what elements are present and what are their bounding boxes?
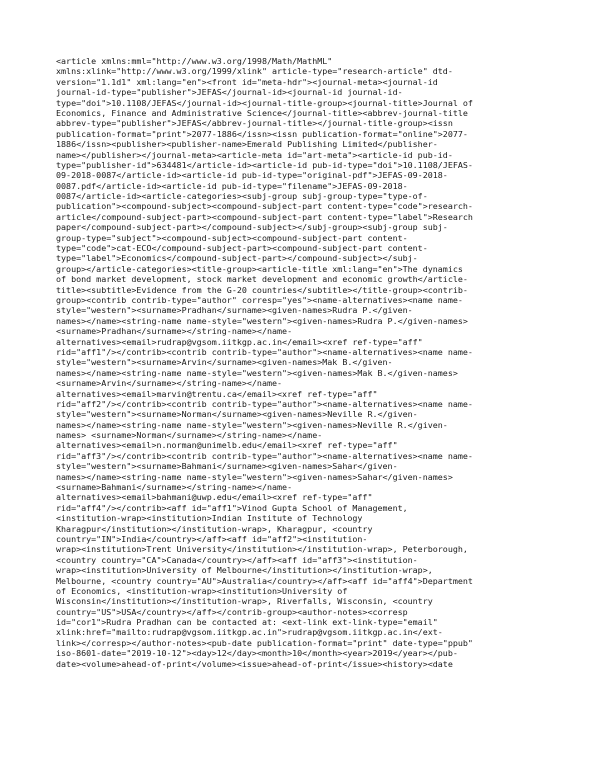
xml-line: journal-id-type="publisher">JEFAS</journal-id><journal-id journal-id- — [56, 87, 403, 98]
xml-line: names> <surname>Norman</surname></string-name></name- — [56, 430, 323, 441]
xml-line: style="western"><surname>Bahmani</surname><given-names>Sahar</given- — [56, 461, 398, 472]
xml-line: <article xmlns:mml="http://www.w3.org/1998/Math/MathML" — [56, 56, 333, 66]
xml-line: alternatives><email>marvin@trentu.ca</email><xref ref-type="aff" — [56, 388, 378, 399]
xml-line: of Economics, <institution-wrap><institution>University of — [56, 585, 348, 596]
xml-line: alternatives><email>n.norman@unimelb.edu</email><xref ref-type="aff" — [56, 440, 398, 451]
xml-line: wrap><institution>University of Melbourne</institution></institution-wrap>, — [56, 565, 433, 576]
xml-line: publication-format="print">2077-1886</issn><issn publication-format="online">2077- — [56, 128, 468, 139]
xml-line: <surname>Arvin</surname></string-name></name- — [56, 378, 283, 389]
xml-line: date><volume>ahead-of-print</volume><issue>ahead-of-print</issue><history><date — [56, 658, 453, 669]
xml-line: 0087.pdf</article-id><article-id pub-id-type="filename">JEFAS-09-2018- — [56, 180, 408, 191]
xml-line: Kharagpur</institution></institution-wrap>, Kharagpur, <country — [56, 523, 373, 534]
xml-line: rid="aff1"/></contrib><contrib contrib-type="author"><name-alternatives><name name- — [56, 346, 473, 357]
xml-line: id="cor1">Rudra Pradhan can be contacted at: <ext-link ext-link-type="email" — [56, 617, 438, 628]
xml-source-text — [56, 56, 556, 669]
xml-line: article</compound-subject-part><compound-subject-part content-type="label">Research — [56, 211, 473, 222]
xml-line: iso-8601-date="2019-10-12"><day>12</day><month>10</month><year>2019</year></pub- — [56, 648, 458, 659]
xml-line: Melbourne, <country country="AU">Australia</country></aff><aff id="aff4">Department — [56, 575, 473, 586]
xml-line: country="IN">India</country></aff><aff id="aff2"><institution- — [56, 533, 368, 544]
xml-line: names></name><string-name name-style="western"><given-names>Sahar</given-names> — [56, 471, 453, 482]
xml-line: title><subtitle>Evidence from the G-20 countries</subtitle></title-group><contrib- — [56, 284, 468, 295]
xml-line: of bond market development, stock market development and economic growth</article- — [56, 274, 468, 285]
xml-line: abbrev-type="publisher">JEFAS</abbrev-journal-title></journal-title-group><issn — [56, 118, 453, 129]
xml-line: rid="aff2"/></contrib><contrib contrib-type="author"><name-alternatives><name name- — [56, 398, 473, 409]
xml-line: alternatives><email>bahmani@uwp.edu</email><xref ref-type="aff" — [56, 492, 373, 503]
xml-line: type="code">cat-ECO</compound-subject-part><compound-subject-part content- — [56, 243, 428, 254]
xml-line: <surname>Bahmani</surname></string-name></name- — [56, 482, 293, 493]
xml-line: 1886</issn><publisher><publisher-name>Emerald Publishing Limited</publisher- — [56, 139, 438, 150]
xml-line: style="western"><surname>Pradhan</surname><given-names>Rudra P.</given- — [56, 305, 413, 316]
xml-line: name></publisher></journal-meta><article-meta id="art-meta"><article-id pub-id- — [56, 149, 453, 160]
xml-line: names></name><string-name name-style="western"><given-names>Rudra P.</given-names> — [56, 315, 468, 326]
xml-line: link></corresp></author-notes><pub-date publication-format="print" date-type="ppub" — [56, 637, 473, 648]
xml-line: xlink:href="mailto:rudrap@vgsom.iitkgp.ac.in">rudrap@vgsom.iitkgp.ac.in</ext- — [56, 627, 443, 638]
xml-line: 09-2018-0087</article-id><article-id pub-id-type="original-pdf">JEFAS-09-2018- — [56, 170, 448, 181]
xml-line: rid="aff3"/></contrib><contrib contrib-type="author"><name-alternatives><name name- — [56, 450, 473, 461]
xml-line: wrap><institution>Trent University</institution></institution-wrap>, Peterborough, — [56, 544, 468, 555]
xml-line: type="publisher-id">634481</article-id><article-id pub-id-type="doi">10.1108/JEFAS- — [56, 159, 473, 170]
xml-line: names></name><string-name name-style="western"><given-names>Neville R.</given- — [56, 419, 448, 430]
xml-line: rid="aff4"/></contrib><aff id="aff1">Vinod Gupta School of Management, — [56, 502, 408, 513]
xml-line: Wisconsin</institution></institution-wrap>, Riverfalls, Wisconsin, <country — [56, 596, 433, 607]
xml-line: 0087</article-id><article-categories><subj-group subj-group-type="type-of- — [56, 191, 428, 202]
xml-line: <surname>Pradhan</surname></string-name></name- — [56, 326, 293, 337]
xml-line: paper</compound-subject-part></compound-subject></subj-group><subj-group subj- — [56, 222, 448, 233]
xml-line: group><contrib contrib-type="author" corresp="yes"><name-alternatives><name name- — [56, 294, 463, 305]
xml-line: Economics, Finance and Administrative Science</journal-title><abbrev-journal-title — [56, 107, 468, 118]
xml-line: style="western"><surname>Norman</surname><given-names>Neville R.</given- — [56, 409, 418, 420]
xml-line: country="US">USA</country></aff></contrib-group><author-notes><corresp — [56, 606, 408, 617]
xml-line: names></name><string-name name-style="western"><given-names>Mak B.</given-names> — [56, 367, 458, 378]
xml-line: alternatives><email>rudrap@vgsom.iitkgp.ac.in</email><xref ref-type="aff" — [56, 336, 423, 347]
xml-line: publication"><compound-subject><compound-subject-part content-type="code">research- — [56, 201, 473, 212]
xml-line: <country country="CA">Canada</country></aff><aff id="aff3"><institution- — [56, 554, 418, 565]
xml-line: type="doi">10.1108/JEFAS</journal-id><journal-title-group><journal-title>Journal of — [56, 97, 473, 108]
xml-line: type="label">Economics</compound-subject-part></compound-subject></subj- — [56, 253, 418, 264]
xml-line: version="1.1d1" xml:lang="en"><front id="meta-hdr"><journal-meta><journal-id — [56, 76, 438, 87]
xml-line: xmlns:xlink="http://www.w3.org/1999/xlink" article-type="research-article" dtd- — [56, 66, 453, 77]
xml-line: style="western"><surname>Arvin</surname><given-names>Mak B.</given- — [56, 357, 393, 368]
xml-line: <institution-wrap><institution>Indian Institute of Technology — [56, 513, 363, 524]
xml-line: group></article-categories><title-group><article-title xml:lang="en">The dynamics — [56, 263, 463, 274]
xml-line: group-type="subject"><compound-subject><compound-subject-part content- — [56, 232, 408, 243]
